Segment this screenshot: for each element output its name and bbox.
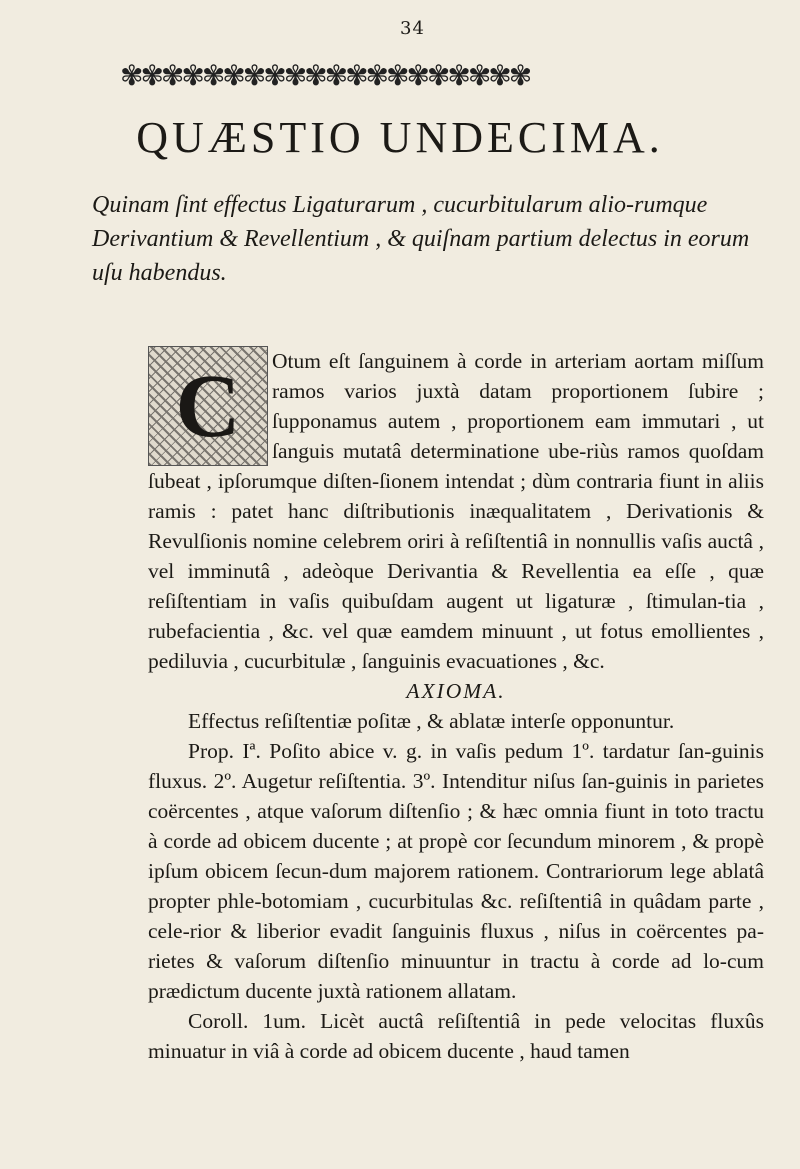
page-number: 34: [400, 18, 425, 39]
initial-letter: C: [149, 347, 267, 465]
page-title: QUÆSTIO UNDECIMA.: [136, 113, 664, 162]
axioma-heading: AXIOMA.: [406, 679, 506, 703]
paragraph-1: Otum eſt ſanguinem à corde in arteriam aortam miſſum ramos varios juxtà datam proportionem ſubire ; ſupponamus autem , proportionem eam immutari , ut ſanguis mutatâ determinatione ube-riùs ramos quoſdam ſubeat , ipſorumque diſten-ſionem intendat ; dùm contraria fiunt in aliis ramis : patet hanc diſtributionis inæqualitatem , Derivationis & Revulſionis nomine celebrem oriri à reſiſtentiâ in nonnullis vaſis auctâ , vel imminutâ , adeòque Derivantia & Revellentia ea eſſe , quæ reſiſtentiam in vaſis quibuſdam augent ut ligaturæ , ſtimulan-tia , rubefacientia , &c. vel quæ eamdem minuunt , ut fotus emollientes , pediluvia , cucurbitulæ , ſanguinis evacuationes , &c.: [148, 349, 764, 673]
question-heading: Quinam ſint effectus Ligaturarum , cucurbitularum alio-rumque Derivantium & Revellentium , & quiſnam partium delectus in eorum uſu habendus.: [92, 192, 750, 286]
paragraph-corollary: Coroll. 1um. Licèt auctâ reſiſtentiâ in pede velocitas fluxûs minuatur in viâ à corde ad obicem ducente , haud tamen: [148, 1009, 764, 1063]
ornament-glyphs: ✾✾✾✾✾✾✾✾✾✾✾✾✾✾✾✾✾✾✾✾: [120, 59, 530, 92]
ornamental-header-band: [120, 56, 680, 96]
paragraph-axioma: Effectus reſiſtentiæ poſitæ , & ablatæ interſe opponuntur.: [188, 709, 675, 733]
body-text: [148, 346, 764, 1066]
paragraph-proposition: Prop. Iª. Poſito abice v. g. in vaſis pedum 1º. tardatur ſan-guinis fluxus. 2º. Augetur reſiſtentia. 3º. Intenditur niſus ſan-guinis in parietes coërcentes , atque vaſorum diſtenſio ; & hæc omnia fiunt in toto tractu à corde ad obicem ducente ; at propè cor ſecundum minorem , & propè ipſum obicem ſecun-dum majorem rationem. Contrariorum lege ablatâ propter phle-botomiam , cucurbitulas &c. reſiſtentiâ in quâdam parte , cele-rior & liberior evadit ſanguinis fluxus , niſus in coërcentes pa-rietes & vaſorum diſtenſio minuuntur in tractu à corde ad lo-cum prædictum ducente juxtà rationem allatam.: [148, 739, 764, 1003]
